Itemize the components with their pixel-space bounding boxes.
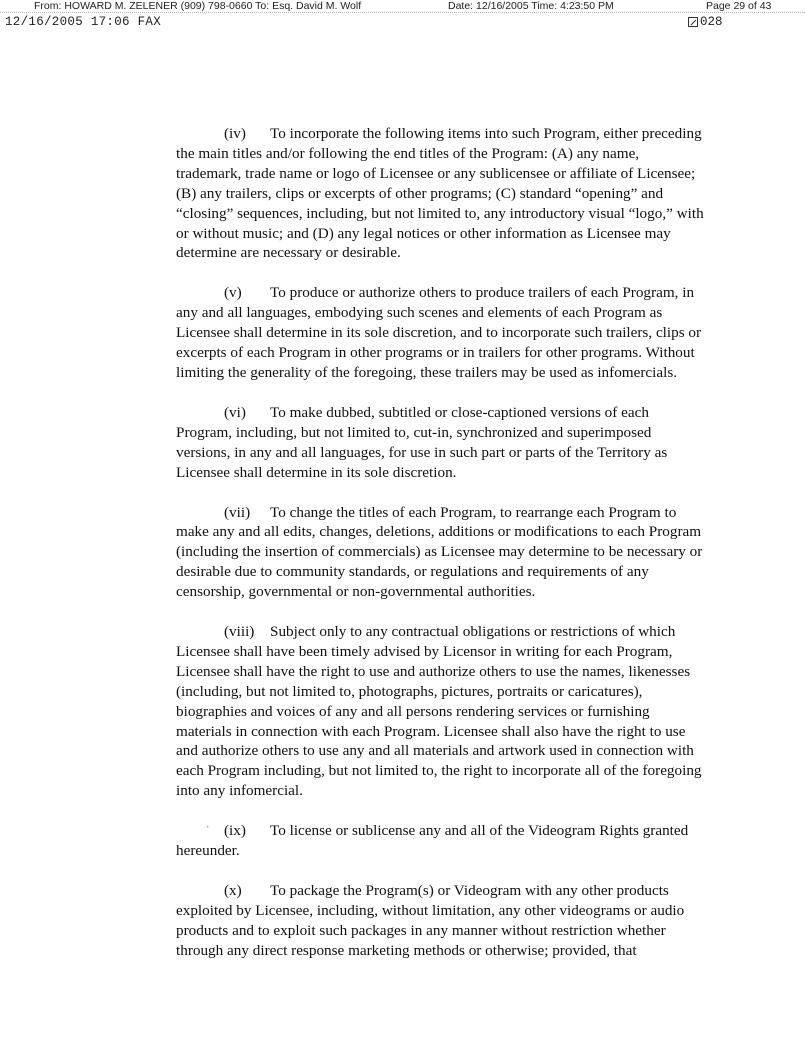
fax-machine-stamp <box>0 15 805 31</box>
clause-number: (viii) <box>224 623 255 641</box>
fax-date-time: Date: 12/16/2005 Time: 4:23:50 PM <box>448 0 614 12</box>
clause-text: To incorporate the following items into such Program, either preceding the main titles and/or following the end titles of the Program: (A) any name, trademark, trade name or logo of Licensee or any sublicensee or affiliate of Licensee; (B) any trailers, clips or excerpts of other programs; (C) standard “opening” and “closing” sequences, including, but not limited to, any introductory visual “logo,” with or without music; and (D) any legal notices or other information as Licensee may determine are necessary or desirable. <box>176 125 704 262</box>
clause-number: (ix) <box>224 822 246 840</box>
clause-text: Subject only to any contractual obligations or restrictions of which Licensee shall have been timely advised by Licensor in writing for each Program, Licensee shall have the right to use and authorize others to use the names, likenesses (including, but not limited to, photographs, pictures, portraits or caricatures), biographies and voices of any and all persons rendering services or furnishing materials in connection with each Program. Licensee shall also have the right to use and authorize others to use any and all materials and artwork used in connection with each Program including, but not limited to, the right to incorporate all of the foregoing into any infomercial. <box>176 623 702 800</box>
fax-stamp-datetime: 12/16/2005 17:06 FAX <box>5 15 162 29</box>
clause-text: To make dubbed, subtitled or close-captioned versions of each Program, including, but not limited to, cut-in, synchronized and superimposed versions, in any and all languages, for use in such part or parts of the Territory as Licensee shall determine in its sole discretion. <box>176 403 668 481</box>
clause-text: To package the Program(s) or Videogram with any other products exploited by Licensee, including, without limitation, any other videograms or audio products and to exploit such packages in any manner without restriction whether through any direct response marketing methods or otherwise; provided, that <box>176 882 685 959</box>
fax-stamp-number: 028 <box>700 15 723 29</box>
clause-x <box>176 881 706 961</box>
clause-number: (vii) <box>224 503 251 521</box>
clause-v <box>176 283 706 383</box>
clause-vi <box>176 403 706 483</box>
fax-checkbox-icon <box>688 17 698 27</box>
clause-text: To produce or authorize others to produce trailers of each Program, in any and all languages, embodying such scenes and elements of each Program as Licensee shall determine in its sole discretion, and to incorporate such trailers, clips or excerpts of each Program in other programs or in trailers for other programs. Without limiting the generality of the foregoing, these trailers may be used as infomercials. <box>176 284 702 381</box>
clause-number: (vi) <box>224 403 246 421</box>
fax-stamp-page <box>688 15 723 29</box>
clause-number: (v) <box>224 284 242 302</box>
clause-number: (iv) <box>224 125 246 142</box>
clause-vii <box>176 503 706 603</box>
fax-page-count: Page 29 of 43 <box>706 0 772 12</box>
fax-transmission-header <box>0 0 805 12</box>
clause-viii <box>176 622 706 801</box>
clause-number: (x) <box>224 882 242 899</box>
clause-ix <box>176 821 706 861</box>
document-body <box>176 124 706 981</box>
clause-text: To change the titles of each Program, to rearrange each Program to make any and all edits, changes, deletions, additions or modifications to each Program (including the insertion of commercials) as Licensee may determine to be necessary or desirable due to community standards, or regulations and requirements of any censorship, governmental or non-governmental authorities. <box>176 503 703 601</box>
fax-from-line: From: HOWARD M. ZELENER (909) 798-0660 To: Esq. David M. Wolf <box>34 0 362 12</box>
clause-iv <box>176 124 706 263</box>
clause-text: To license or sublicense any and all of the Videogram Rights granted hereunder. <box>176 822 689 860</box>
stray-scan-mark: ˈ <box>206 824 210 837</box>
header-divider <box>0 12 805 13</box>
